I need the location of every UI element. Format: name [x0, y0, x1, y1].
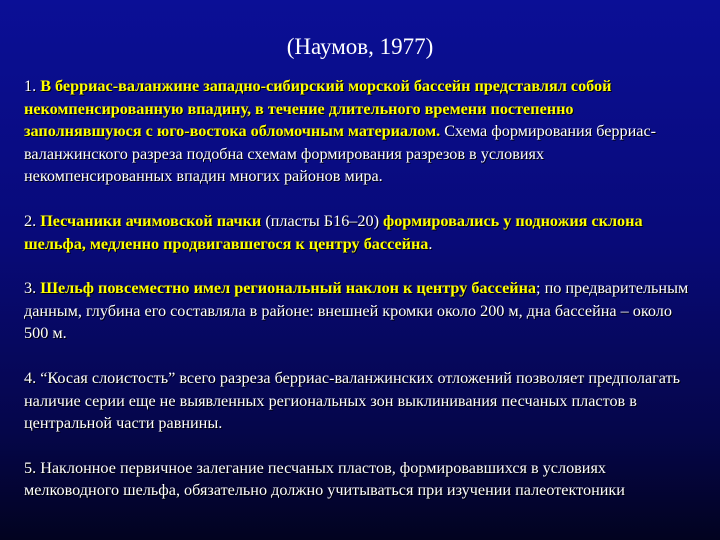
- highlighted-text: формировались у подножия склона шельфа, медленно продвигавшегося к центру бассейна: [24, 211, 643, 253]
- paragraph-1: [24, 75, 690, 188]
- highlighted-text: В берриас-валанжине западно-сибирский морской бассейн представлял собой некомпенсированную впадину, в течение длительного времени постепенно заполнявшуюся с юго-востока обломочным материалом.: [24, 77, 612, 141]
- paragraph-number: 4.: [24, 368, 41, 387]
- paragraph-5: [24, 457, 690, 502]
- paragraph-2: [24, 210, 690, 255]
- slide-title: (Наумов, 1977): [286, 34, 434, 59]
- highlighted-text: Шельф повсеместно имел региональный наклон к центру бассейна: [40, 279, 537, 298]
- paragraph-number: 5.: [24, 458, 41, 477]
- paragraph-number: 2.: [24, 211, 41, 230]
- slide-content: [24, 75, 690, 502]
- paragraph-4: [24, 367, 690, 435]
- plain-text: “Косая слоистость” всего разреза берриас-валанжинских отложений позволяет предполагать наличие серии еще не выявленных региональных зон выклинивания песчаных пластов в центральной части равнины.: [24, 368, 681, 433]
- highlighted-text: Песчаники ачимовской пачки: [40, 211, 262, 230]
- paragraph-number: 1.: [24, 77, 41, 95]
- paragraph-3: [24, 277, 690, 345]
- plain-text: ; по предварительным данным, глубина его составляла в районе: внешней кромки около 200 м, дна бассейна – около 500 м.: [24, 279, 689, 343]
- plain-text: (пласты Б16–20): [261, 211, 384, 230]
- paragraph-number: 3.: [24, 279, 41, 298]
- plain-text: Схема формирования берриас-валанжинского разреза подобна схемам формирования разрезов в условиях некомпенсированных впадин многих районов мира.: [24, 122, 657, 186]
- plain-text: .: [428, 234, 433, 253]
- plain-text: Наклонное первичное залегание песчаных пластов, формировавшихся в условиях мелководного шельфа, обязательно должно учитываться при изучении палеотектоники: [24, 458, 625, 500]
